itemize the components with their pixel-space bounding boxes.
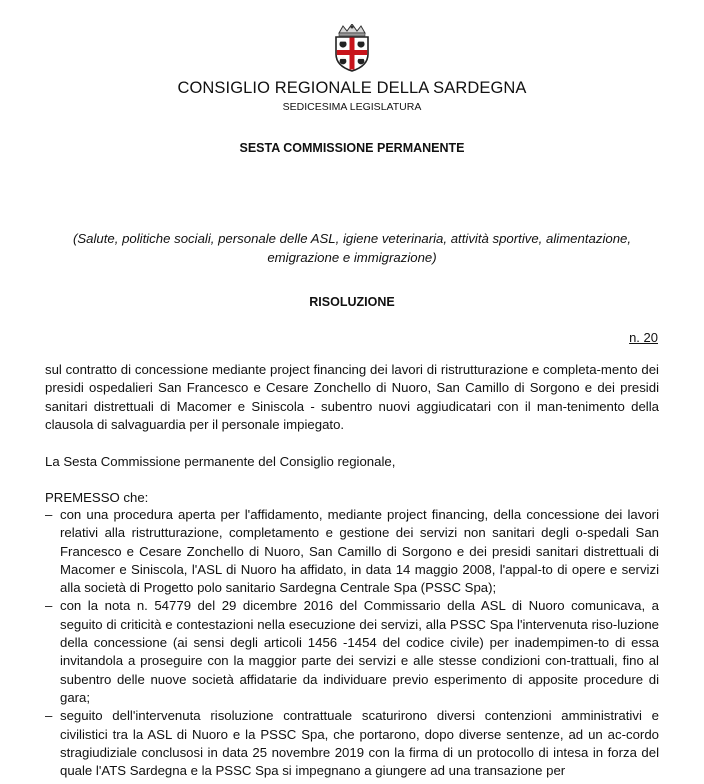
resolution-subject-paragraph: sul contratto di concessione mediante project financing dei lavori di ristrutturazione e completa-mento dei presidi ospedalieri San Francesco e Cesare Zonchello di Nuoro, San Camillo di Sorgono e dei presidi sanitari distrettuali di Macomer e Siniscola - subentro nuovi aggiudicatari con il man-tenimento della clausola di salvaguardia per il personale impiegato. [45,362,659,432]
sardinia-coat-of-arms-icon [330,24,374,72]
resolution-number: n. 20 [629,330,658,345]
premesso-list [45,506,659,780]
subject-line: emigrazione e immigrazione) [267,250,437,265]
bullet-dash: – [45,598,53,614]
list-item-text: con una procedura aperta per l'affidamento, mediante project financing, della concessione dei lavori relativi alla ristrutturazione, completamento e gestione dei servizi non sanitari degli o-spedali San Francesco e Cesare Zonchello di Nuoro, San Camillo di Sorgono e dei presidi sanitari distrettuali di Macomer e Siniscola, l'ASL di Nuoro ha affidato, in data 14 maggio 2008, l'appal-to di opere e servizi alla società di Progetto polo sanitario Sardegna Centrale Spa (PSSC Spa); [60,507,659,596]
list-item [45,506,659,597]
bullet-dash: – [45,507,53,522]
commission-subject [0,229,704,267]
council-name: CONSIGLIO REGIONALE DELLA SARDEGNA [177,79,527,97]
commission-title: SESTA COMMISSIONE PERMANENTE [239,141,465,155]
premesso-label: PREMESSO che: [45,490,149,505]
bullet-dash: – [45,708,53,724]
subject-line: (Salute, politiche sociali, personale delle ASL, igiene veterinaria, attività sportive, alimentazione, [72,231,632,246]
list-item [45,707,659,780]
legislature-label: SEDICESIMA LEGISLATURA [282,101,422,113]
list-item-text: seguito dell'intervenuta risoluzione contrattuale scaturirono diversi contenzioni amministrativi e civilistici tra la ASL di Nuoro e la PSSC Spa, che portarono, dopo diverse sentenze, ad un ac-cordo stragiudiziale conclusosi in data 25 novembre 2019 con la firma di un protocollo di intesa in forza del quale l'ATS Sardegna e la PSSC Spa si impegnano a giungere ad una transazione per [60,708,659,779]
list-item [45,597,659,707]
list-item-text: con la nota n. 54779 del 29 dicembre 2016 del Commissario della ASL di Nuoro comunicava, a seguito di criticità e contestazioni nella esecuzione dei servizi, alla PSSC Spa l'intervenuta riso-luzione della concessione (ai sensi degli articoli 1456 -1454 del codice civile) per inadempimen-to di essa invitandola a proseguire con la maggior parte dei servizi e alle stesse condizioni con-trattuali, fino al subentro delle nuove società affidatarie da individuare previo esperimento di apposite procedure di gara; [60,598,659,705]
opening-line: La Sesta Commissione permanente del Consiglio regionale, [45,454,396,469]
resolution-heading: RISOLUZIONE [309,295,395,309]
